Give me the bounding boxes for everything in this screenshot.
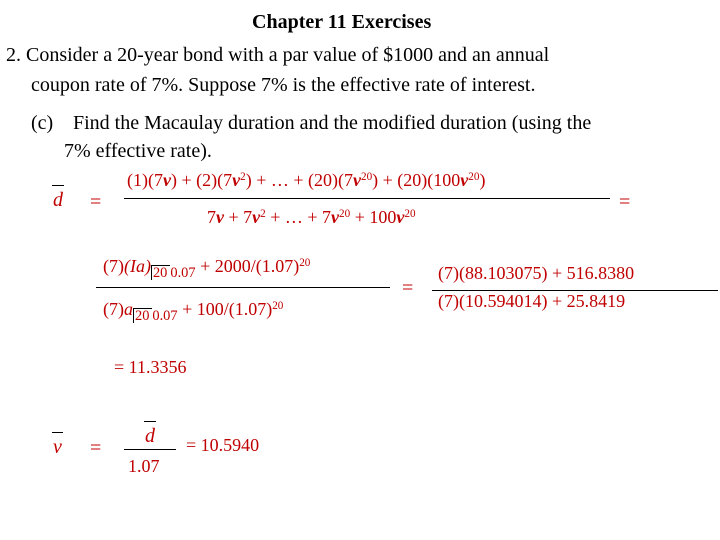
fraction-bar [96, 287, 390, 288]
equation-1-denominator: $7v + 7v^2$ + … + $7v^{20} + 100v^{20}$ [207, 207, 416, 227]
equation-2-rhs-denominator: (7)(10.594014) + 25.8419 [438, 291, 626, 311]
part-c-line-1: Find the Macaulay duration and the modified duration (using the [73, 112, 592, 134]
denominator-1-07: 1.07 [128, 456, 160, 476]
equals-sign: = [90, 437, 102, 459]
d-bar-symbol: d [53, 189, 63, 211]
fraction-bar [124, 449, 176, 450]
page-title: Chapter 11 Exercises [252, 11, 432, 33]
fraction-bar [124, 198, 610, 199]
trailing-equals-sign: = [619, 191, 631, 213]
equation-1-numerator: $(1)(7v) + (2)(7v^2)$ + … + $(20)(7v^{20}) + (20)(100v^{20})$ [127, 170, 486, 190]
part-c-label: (c) [31, 112, 54, 134]
modified-duration-result: = 10.5940 [186, 435, 260, 455]
d-bar-numerator: d [145, 425, 155, 447]
equals-sign: = [402, 277, 414, 299]
problem-line-1: 2. Consider a 20-year bond with a par value of $1000 and an annual [6, 44, 550, 66]
equation-2-denominator: (7)a $_{20 0.07} + 100/(1.07)^{20}$ [103, 299, 284, 325]
equation-2-rhs-numerator: (7)(88.103075) + 516.8380 [438, 263, 635, 283]
problem-line-2: coupon rate of 7%. Suppose 7% is the effective rate of interest. [31, 74, 536, 96]
v-bar-symbol: v [53, 436, 62, 458]
equation-2-numerator: (7)(Ia) $_{20 0.07} + 2000/(1.07)^{20}$ [103, 256, 311, 282]
macaulay-duration-result: = 11.3356 [114, 357, 187, 377]
part-c-line-2: 7% effective rate). [64, 140, 212, 162]
equals-sign: = [90, 191, 102, 213]
